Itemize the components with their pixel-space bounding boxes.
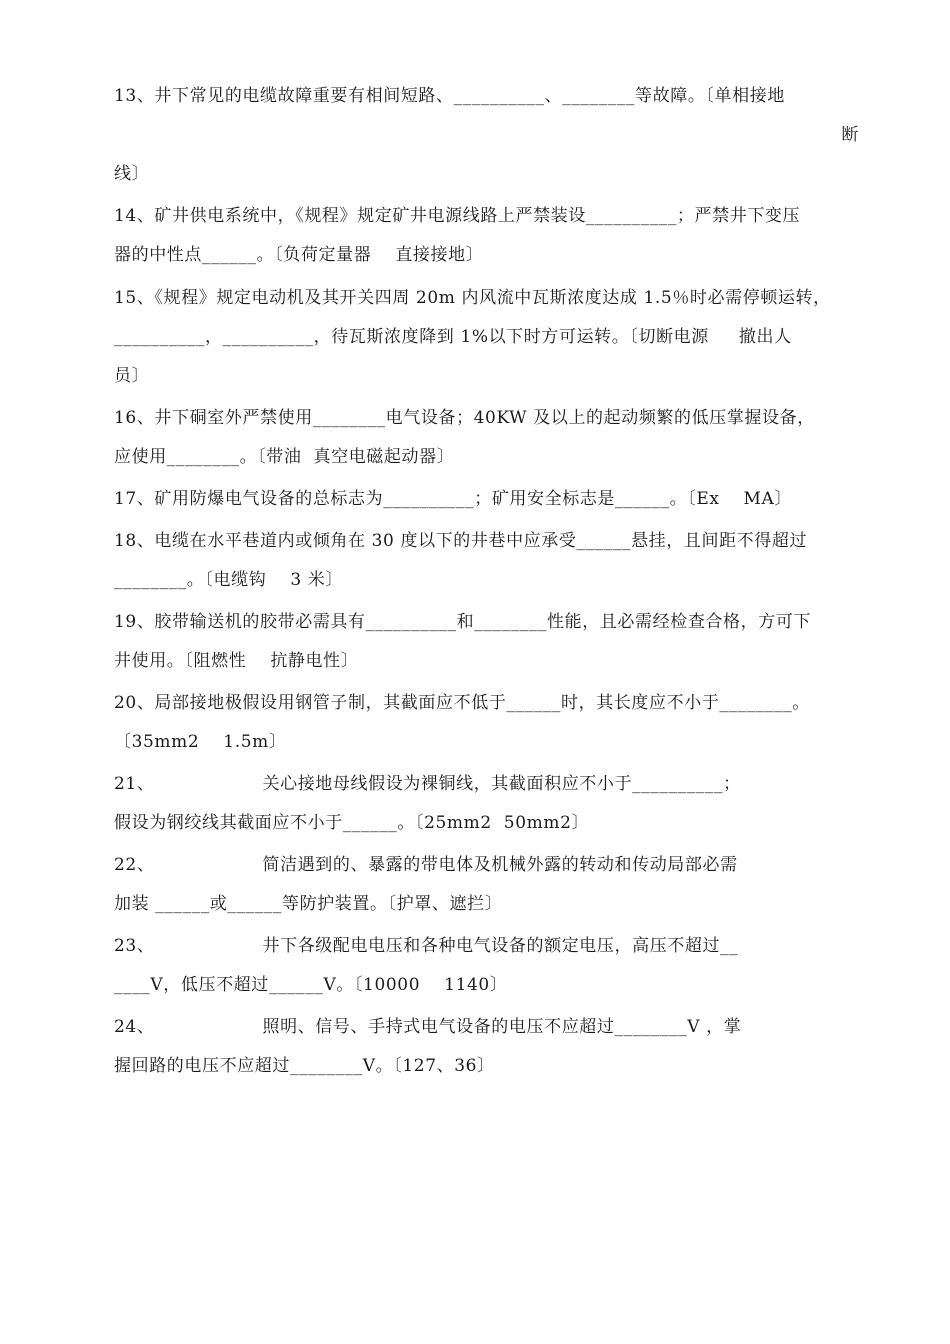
q20-line-1: 20、局部接地极假设用钢管子制，其截面应不低于______时，其长度应不小于________。	[114, 693, 810, 713]
q22-line-1: 22、 简洁遇到的、暴露的带电体及机械外露的转动和传动局部必需	[114, 855, 738, 875]
q13-line-2: 断	[841, 125, 859, 145]
q24-line-2: 握回路的电压不应超过________V。〔127、36〕	[114, 1056, 495, 1076]
q14-line-2: 器的中性点______。〔负荷定量器 直接接地〕	[114, 245, 484, 265]
q23-line-1: 23、 井下各级配电电压和各种电气设备的额定电压，高压不超过__	[114, 936, 739, 956]
q13-line-1: 13、井下常见的电缆故障重要有相间短路、__________、________等故障。〔单相接地	[114, 86, 785, 106]
q16-line-1: 16、井下硐室外严禁使用________电气设备；40KW 及以上的起动频繁的低压掌握设备，	[114, 408, 815, 428]
q15-line-3: 员〕	[114, 366, 150, 386]
q21-line-2: 假设为钢绞线其截面应不小于______。〔25mm2 50mm2〕	[114, 813, 590, 833]
q15-line-2: __________，__________，待瓦斯浓度降到 1%以下时方可运转。〔切断电源 撤出人	[114, 327, 792, 347]
q18-line-2: ________。〔电缆钩 3 米〕	[114, 570, 343, 590]
q22-line-2: 加装 ______或______等防护装置。〔护罩、遮拦〕	[114, 894, 503, 914]
q23-line-2: ____V，低压不超过______V。〔10000 1140〕	[114, 975, 508, 995]
q13-line-3: 线〕	[114, 164, 150, 184]
q20-line-2: 〔35mm2 1.5m〕	[114, 732, 287, 752]
q21-line-1: 21、 关心接地母线假设为裸铜线，其截面积应不小于__________；	[114, 774, 741, 794]
q15-line-1: 15、《规程》规定电动机及其开关四周 20m 内风流中瓦斯浓度达成 1.5％时必需停顿运转，	[114, 288, 831, 308]
q19-line-1: 19、胶带输送机的胶带必需具有__________和________性能，且必需经检查合格，方可下	[114, 612, 812, 632]
q14-line-1: 14、矿井供电系统中，《规程》规定矿井电源线路上严禁装设__________；严禁井下变压	[114, 206, 801, 226]
q16-line-2: 应使用________。〔带油 真空电磁起动器〕	[114, 447, 455, 467]
q24-line-1: 24、 照明、信号、手持式电气设备的电压不应超过________V ，掌	[114, 1017, 742, 1037]
q18-line-1: 18、电缆在水平巷道内或倾角在 30 度以下的井巷中应承受______悬挂，且间距不得超过	[114, 531, 808, 551]
q17-line-1: 17、矿用防爆电气设备的总标志为__________；矿用安全标志是______。〔Ex MA〕	[114, 489, 793, 509]
q19-line-2: 井使用。〔阻燃性 抗静电性〕	[114, 651, 359, 671]
